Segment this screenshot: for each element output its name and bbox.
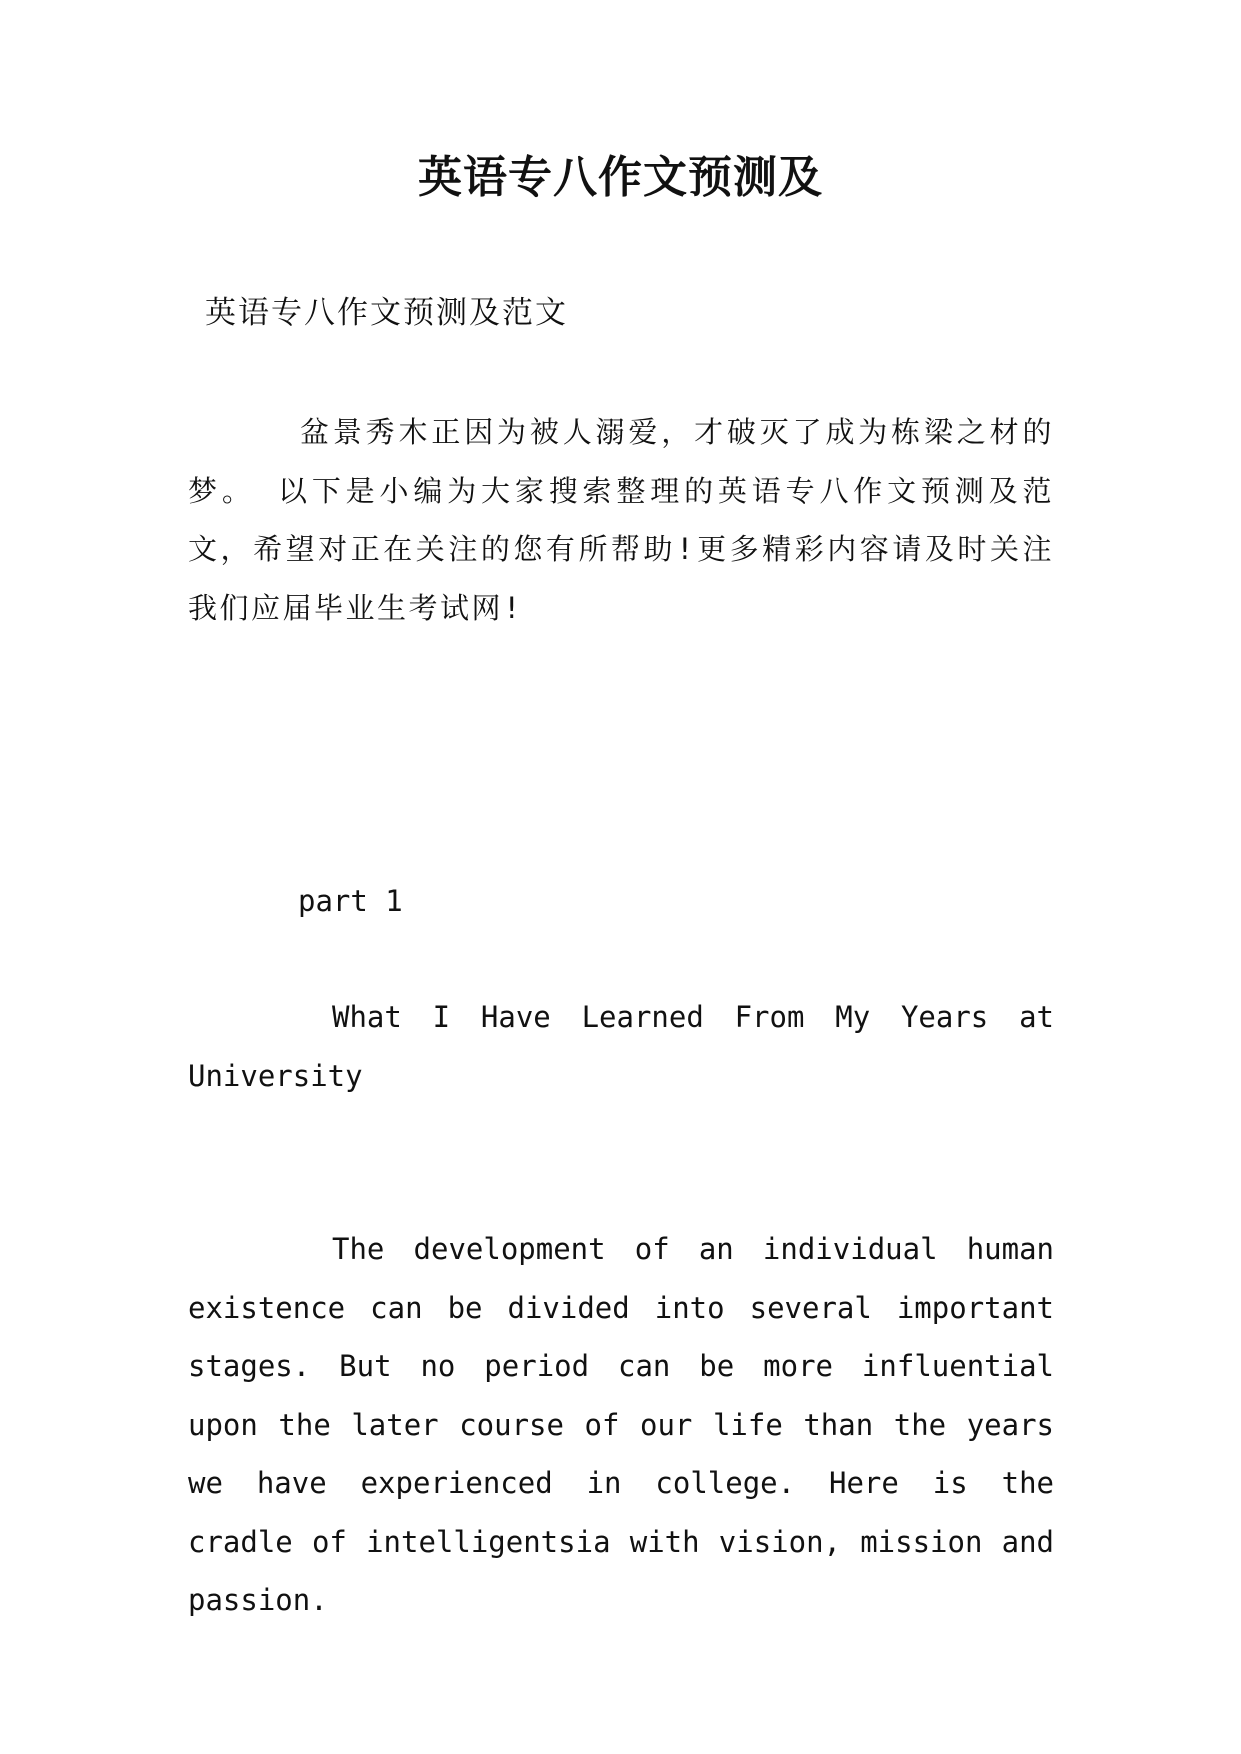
document-subtitle: 英语专八作文预测及范文 (205, 295, 568, 331)
essay-paragraph: The development of an individual human existence can be divided into several important stages. But no period can be more influential upon the later course of our life than the years we have experienced in college. Here is the cradle of intelligentsia with vision, mission and passion. (188, 1232, 1054, 1617)
document-title: 英语专八作文预测及 (418, 152, 823, 203)
intro-paragraph: 盆景秀木正因为被人溺爱，才破灭了成为栋梁之材的梦。 以下是小编为大家搜索整理的英语专八作文预测及范文，希望对正在关注的您有所帮助!更多精彩内容请及时关注我们应届毕业生考试网! (188, 415, 1054, 625)
part-label: part 1 (298, 884, 403, 918)
essay-heading: What I Have Learned From My Years at University (188, 1000, 1054, 1093)
